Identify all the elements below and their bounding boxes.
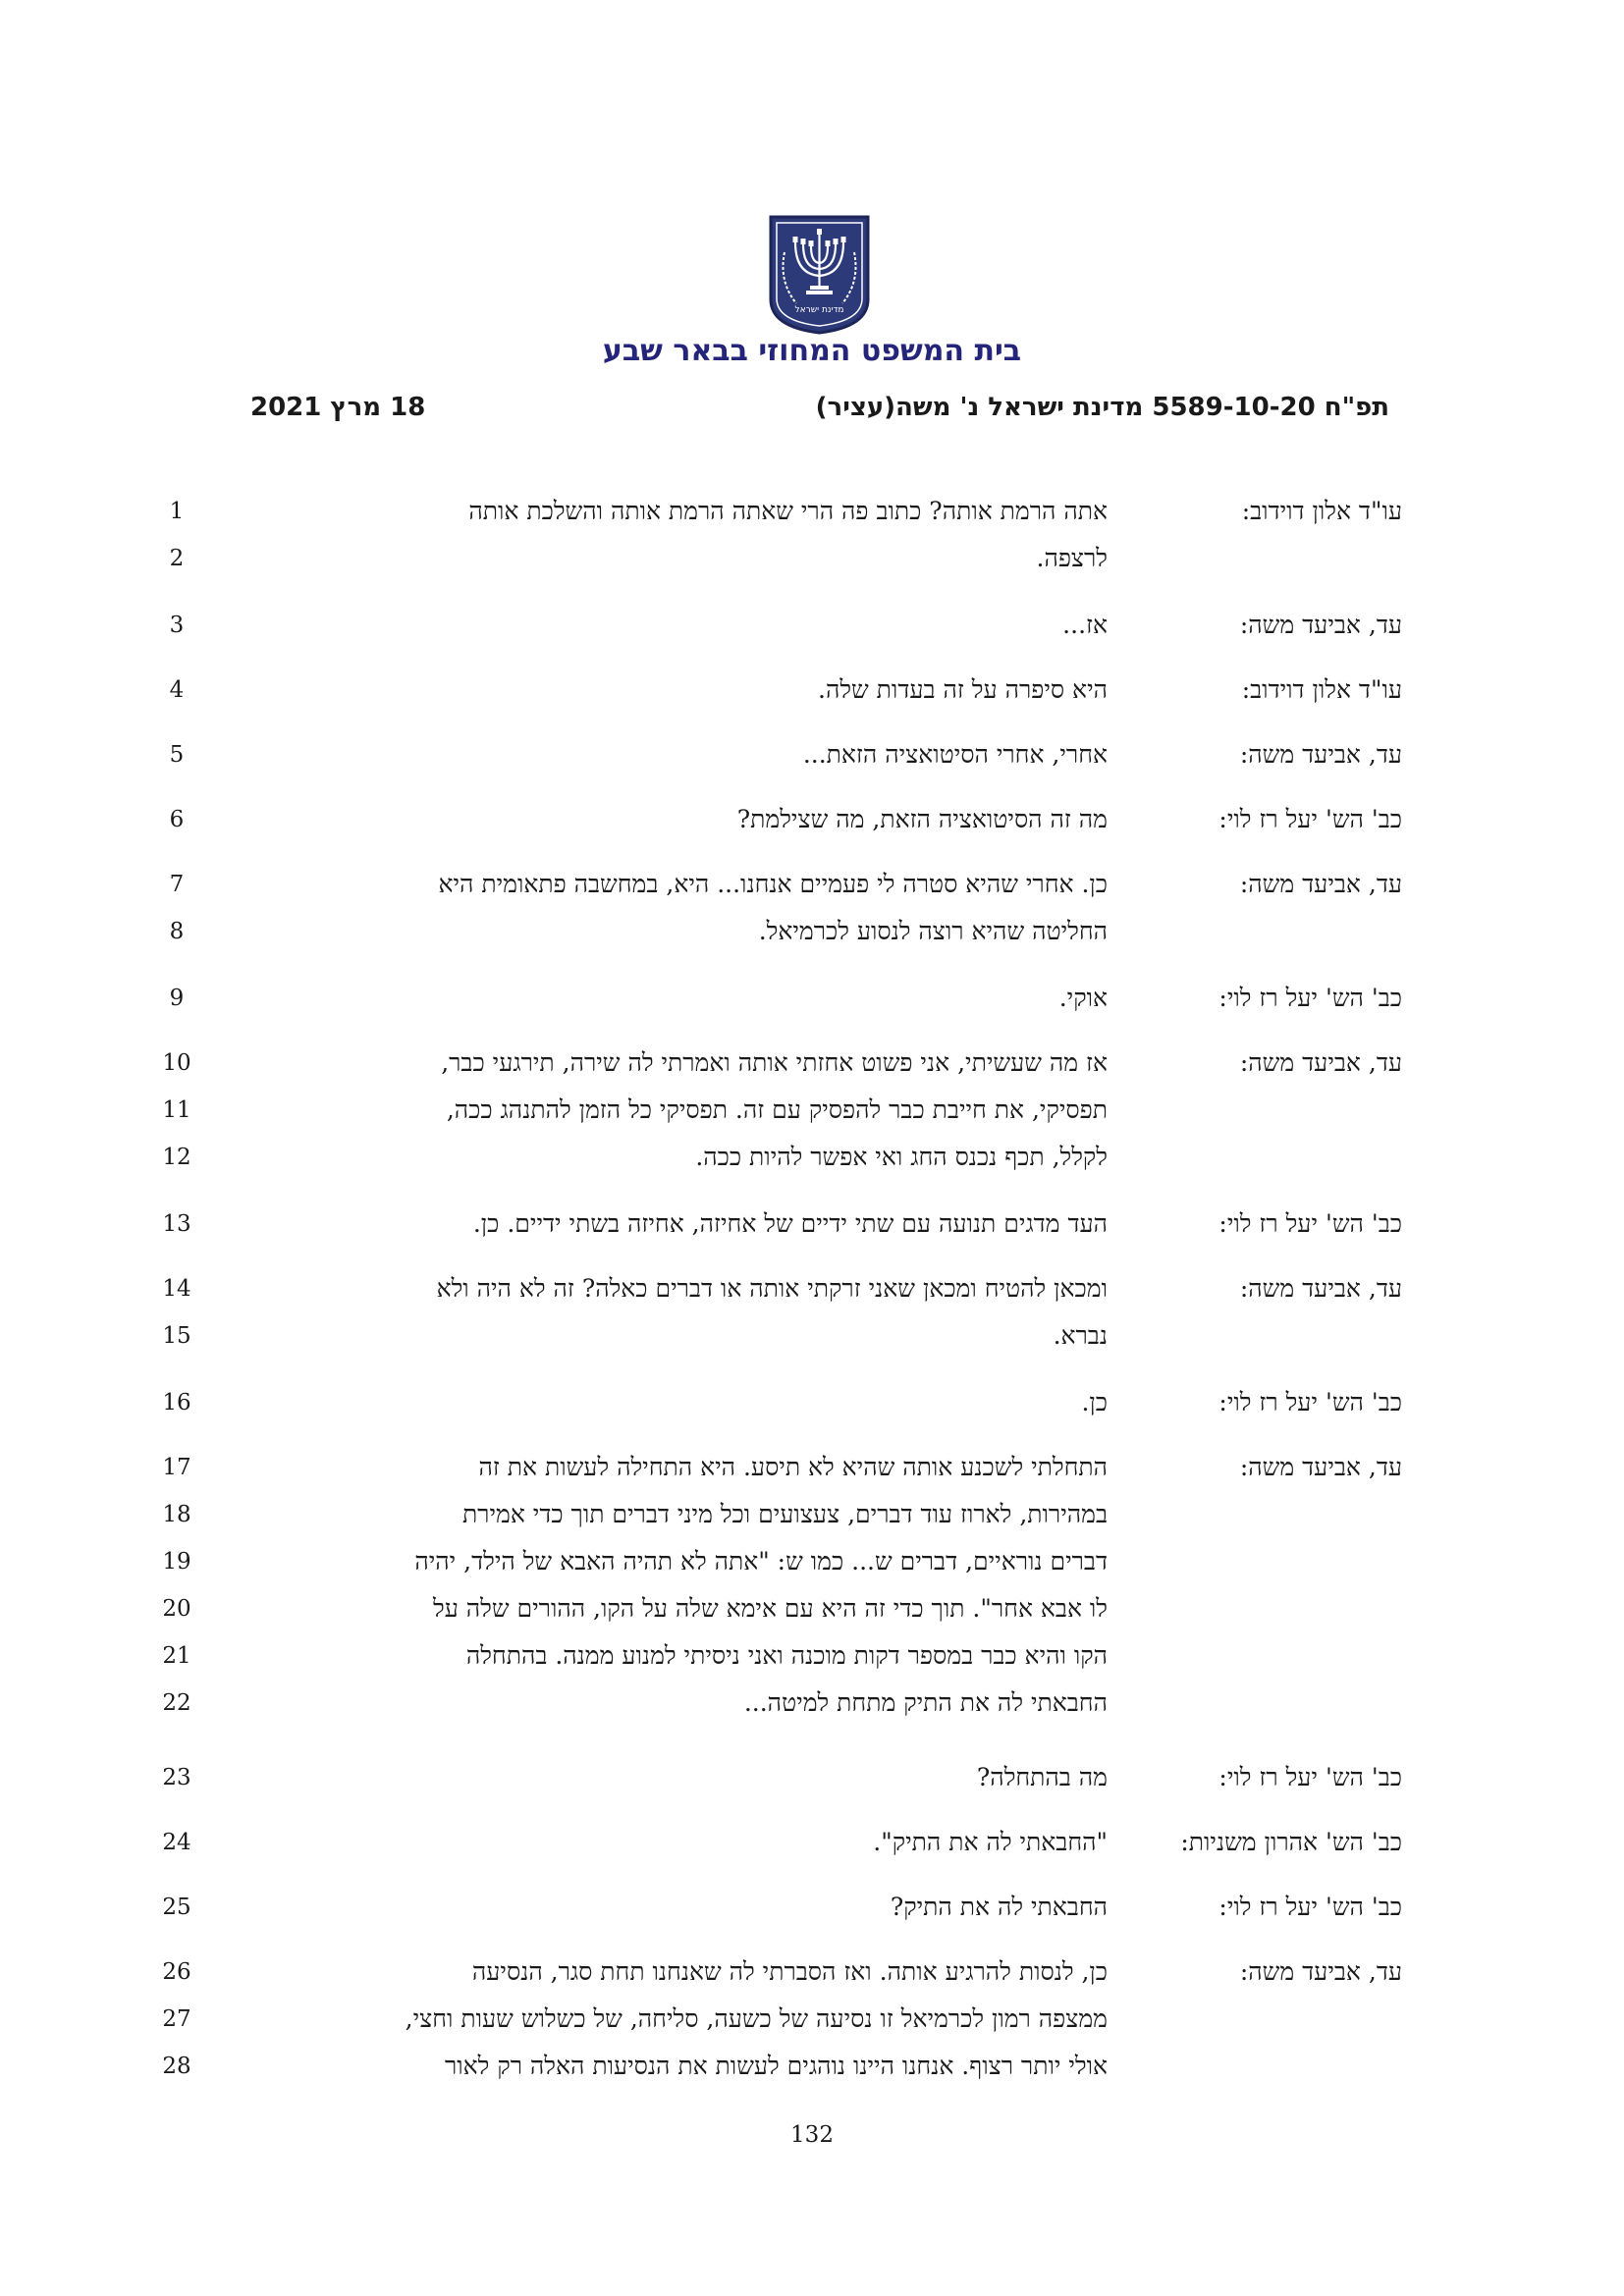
- transcript-line: מה זה הסיטואציה הזאת, מה שצילמת?: [736, 805, 1108, 833]
- line-number: 27: [162, 2006, 191, 2032]
- line-number: 22: [162, 1690, 191, 1716]
- transcript-line: כן.: [1081, 1388, 1108, 1416]
- line-number: 6: [169, 807, 185, 832]
- speaker-label: עד, אביעד משה:: [1239, 1453, 1402, 1481]
- case-title: תפ"ח 5589-10-20 מדינת ישראל נ' משה(עציר): [815, 393, 1389, 422]
- transcript-line: מה בהתחלה?: [976, 1763, 1108, 1791]
- line-number: 15: [162, 1323, 191, 1349]
- line-number: 4: [169, 677, 185, 703]
- hearing-date: 18 מרץ 2021: [250, 393, 426, 422]
- transcript-line: כן. אחרי שהיא סטרה לי פעמיים אנחנו... היא, במחשבה פתאומית היא: [438, 870, 1108, 898]
- transcript-line: לקלל, תכף נכנס החג ואי אפשר להיות ככה.: [695, 1143, 1108, 1171]
- speaker-label: עו"ד אלון דוידוב:: [1241, 497, 1402, 525]
- transcript-line: התחלתי לשכנע אותה שהיא לא תיסע. היא התחילה לעשות את זה: [478, 1453, 1108, 1481]
- line-number: 16: [162, 1390, 191, 1415]
- speaker-label: עד, אביעד משה:: [1239, 1957, 1402, 1986]
- svg-text:מדינת ישראל: מדינת ישראל: [794, 305, 844, 315]
- line-number: 5: [169, 742, 185, 768]
- line-number: 11: [162, 1097, 191, 1123]
- speaker-label: כב' הש' יעל רז לוי:: [1218, 1763, 1402, 1791]
- transcript-line: כן, לנסות להרגיע אותה. ואז הסברתי לה שאנחנו תחת סגר, הנסיעה: [471, 1957, 1108, 1986]
- speaker-label: עד, אביעד משה:: [1239, 740, 1402, 769]
- line-number: 20: [162, 1596, 191, 1622]
- page-number: 132: [790, 2122, 834, 2148]
- transcript-line: נברא.: [1053, 1321, 1108, 1350]
- line-number: 21: [162, 1643, 191, 1669]
- transcript-line: במהירות, לארוז עוד דברים, צעצועים וכל מיני דברים תוך כדי אמירת: [461, 1500, 1108, 1528]
- transcript-line: לו אבא אחר". תוך כדי זה היא עם אימא שלה על הקו, ההורים שלה על: [433, 1594, 1108, 1623]
- speaker-label: עד, אביעד משה:: [1239, 611, 1402, 639]
- line-number: 23: [162, 1765, 191, 1790]
- line-number: 3: [169, 613, 185, 638]
- transcript-line: אוקי.: [1058, 984, 1108, 1012]
- transcript-line: העד מדגים תנועה עם שתי ידיים של אחיזה, אחיזה בשתי ידיים. כן.: [472, 1209, 1108, 1238]
- transcript-line: אתה הרמת אותה? כתוב פה הרי שאתה הרמת אותה והשלכת אותה: [468, 497, 1108, 525]
- transcript-line: דברים נוראיים, דברים ש... כמו ש: "אתה לא תהיה האבא של הילד, יהיה: [414, 1547, 1108, 1575]
- transcript-line: החבאתי לה את התיק מתחת למיטה...: [743, 1688, 1108, 1717]
- line-number: 14: [162, 1276, 191, 1302]
- transcript-line: הקו והיא כבר במספר דקות מוכנה ואני ניסיתי למנוע ממנה. בהתחלה: [465, 1641, 1108, 1670]
- speaker-label: כב' הש' יעל רז לוי:: [1218, 805, 1402, 833]
- line-number: 19: [162, 1549, 191, 1575]
- line-number: 1: [169, 499, 185, 524]
- line-number: 8: [169, 919, 185, 944]
- speaker-label: עד, אביעד משה:: [1239, 870, 1402, 898]
- transcript-line: אולי יותר רצוף. אנחנו היינו נוהגים לעשות את הנסיעות האלה רק לאור: [445, 2052, 1108, 2080]
- transcript-line: אז מה שעשיתי, אני פשוט אחזתי אותה ואמרתי לה שירה, תירגעי כבר,: [441, 1048, 1108, 1077]
- line-number: 26: [162, 1959, 191, 1985]
- line-number: 28: [162, 2054, 191, 2079]
- line-number: 9: [169, 986, 185, 1011]
- speaker-label: כב' הש' יעל רז לוי:: [1218, 1209, 1402, 1238]
- transcript-line: ומכאן להטיח ומכאן שאני זרקתי אותה או דברים כאלה? זה לא היה ולא: [436, 1274, 1108, 1303]
- line-number: 17: [162, 1455, 191, 1480]
- line-number: 7: [169, 872, 185, 897]
- court-name: בית המשפט המחוזי בבאר שבע: [602, 334, 1022, 368]
- transcript-line: ממצפה רמון לכרמיאל זו נסיעה של כשעה, סליחה, של כשלוש שעות וחצי,: [405, 2004, 1108, 2033]
- line-number: 18: [162, 1502, 191, 1527]
- speaker-label: כב' הש' יעל רז לוי:: [1218, 984, 1402, 1012]
- transcript-line: לרצפה.: [1036, 544, 1108, 572]
- transcript-line: "החבאתי לה את התיק".: [873, 1828, 1108, 1856]
- speaker-label: כב' הש' אהרון משניות:: [1180, 1828, 1402, 1856]
- speaker-label: עד, אביעד משה:: [1239, 1048, 1402, 1077]
- transcript-line: החליטה שהיא רוצה לנסוע לכרמיאל.: [758, 917, 1108, 945]
- line-number: 12: [162, 1145, 191, 1170]
- transcript-line: אז...: [1062, 611, 1108, 639]
- speaker-label: כב' הש' יעל רז לוי:: [1218, 1893, 1402, 1921]
- speaker-label: כב' הש' יעל רז לוי:: [1218, 1388, 1402, 1416]
- line-number: 13: [162, 1211, 191, 1237]
- transcript-line: היא סיפרה על זה בעדות שלה.: [818, 675, 1108, 704]
- line-number: 25: [162, 1895, 191, 1920]
- line-number: 10: [162, 1050, 191, 1076]
- transcript-line: אחרי, אחרי הסיטואציה הזאת...: [802, 740, 1108, 769]
- transcript-line: תפסיקי, את חייבת כבר להפסיק עם זה. תפסיקי כל הזמן להתנהג ככה,: [446, 1095, 1108, 1124]
- line-number: 2: [169, 546, 185, 571]
- speaker-label: עד, אביעד משה:: [1239, 1274, 1402, 1303]
- line-number: 24: [162, 1830, 191, 1855]
- transcript-line: החבאתי לה את התיק?: [890, 1893, 1108, 1921]
- speaker-label: עו"ד אלון דוידוב:: [1241, 675, 1402, 704]
